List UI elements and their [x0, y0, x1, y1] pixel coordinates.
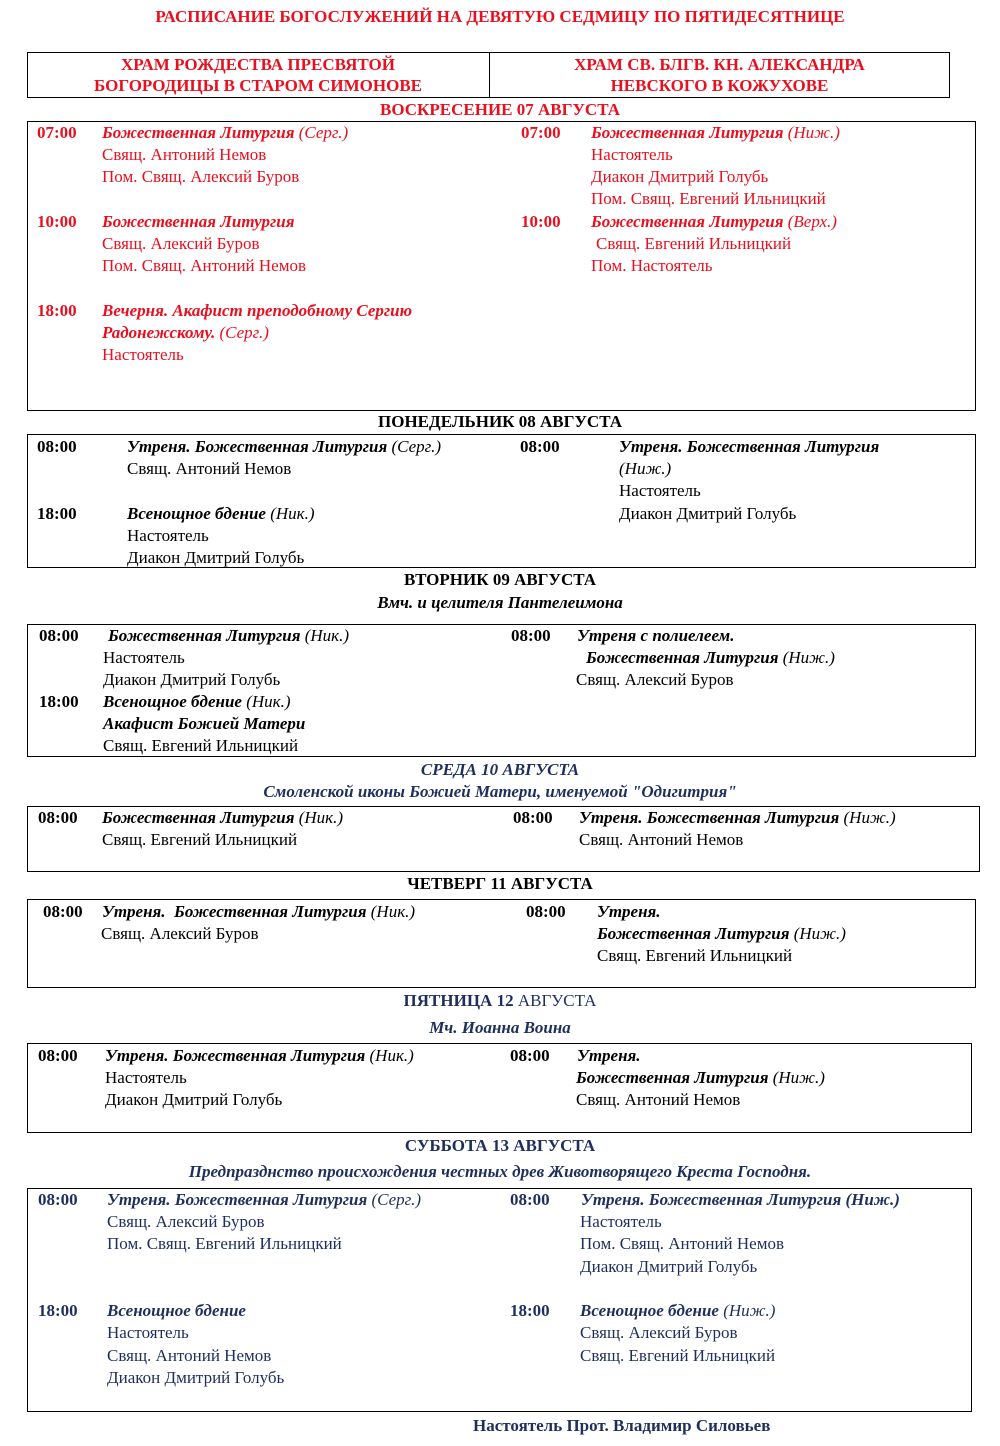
day-heading-monday: ПОНЕДЕЛЬНИК 08 АВГУСТА: [378, 412, 622, 431]
day-heading-tuesday: ВТОРНИК 09 АВГУСТА: [403, 570, 597, 589]
feast-friday: Мч. Иоанна Воина: [429, 1018, 571, 1037]
feast-tuesday: Вмч. и целителя Пантелеимона: [377, 593, 623, 612]
church-left-header: ХРАМ РОЖДЕСТВА ПРЕСВЯТОЙ БОГОРОДИЦЫ В СТАРОМ СИМОНОВЕ: [93, 55, 423, 95]
page-title: РАСПИСАНИЕ БОГОСЛУЖЕНИЙ НА ДЕВЯТУЮ СЕДМИЦУ ПО ПЯТИДЕСЯТНИЦЕ: [155, 7, 845, 26]
day-heading-saturday: СУББОТА 13 АВГУСТА: [404, 1136, 596, 1155]
day-heading-friday: ПЯТНИЦА 12 АВГУСТА: [403, 991, 597, 1010]
day-heading-sunday: ВОСКРЕСЕНИЕ 07 АВГУСТА: [380, 100, 620, 119]
church-right-header: ХРАМ СВ. БЛГВ. КН. АЛЕКСАНДРА НЕВСКОГО В КОЖУХОВЕ: [574, 55, 865, 95]
rector-signature: Настоятель Прот. Владимир Силовьев: [473, 1416, 771, 1435]
day-heading-wednesday: СРЕДА 10 АВГУСТА: [420, 760, 580, 779]
feast-saturday: Предпразднство происхождения честных древ Животворящего Креста Господня.: [188, 1162, 812, 1181]
feast-wednesday: Смоленской иконы Божией Матери, именуемой "Одигитрия": [263, 782, 737, 801]
day-heading-thursday: ЧЕТВЕРГ 11 АВГУСТА: [407, 874, 593, 893]
